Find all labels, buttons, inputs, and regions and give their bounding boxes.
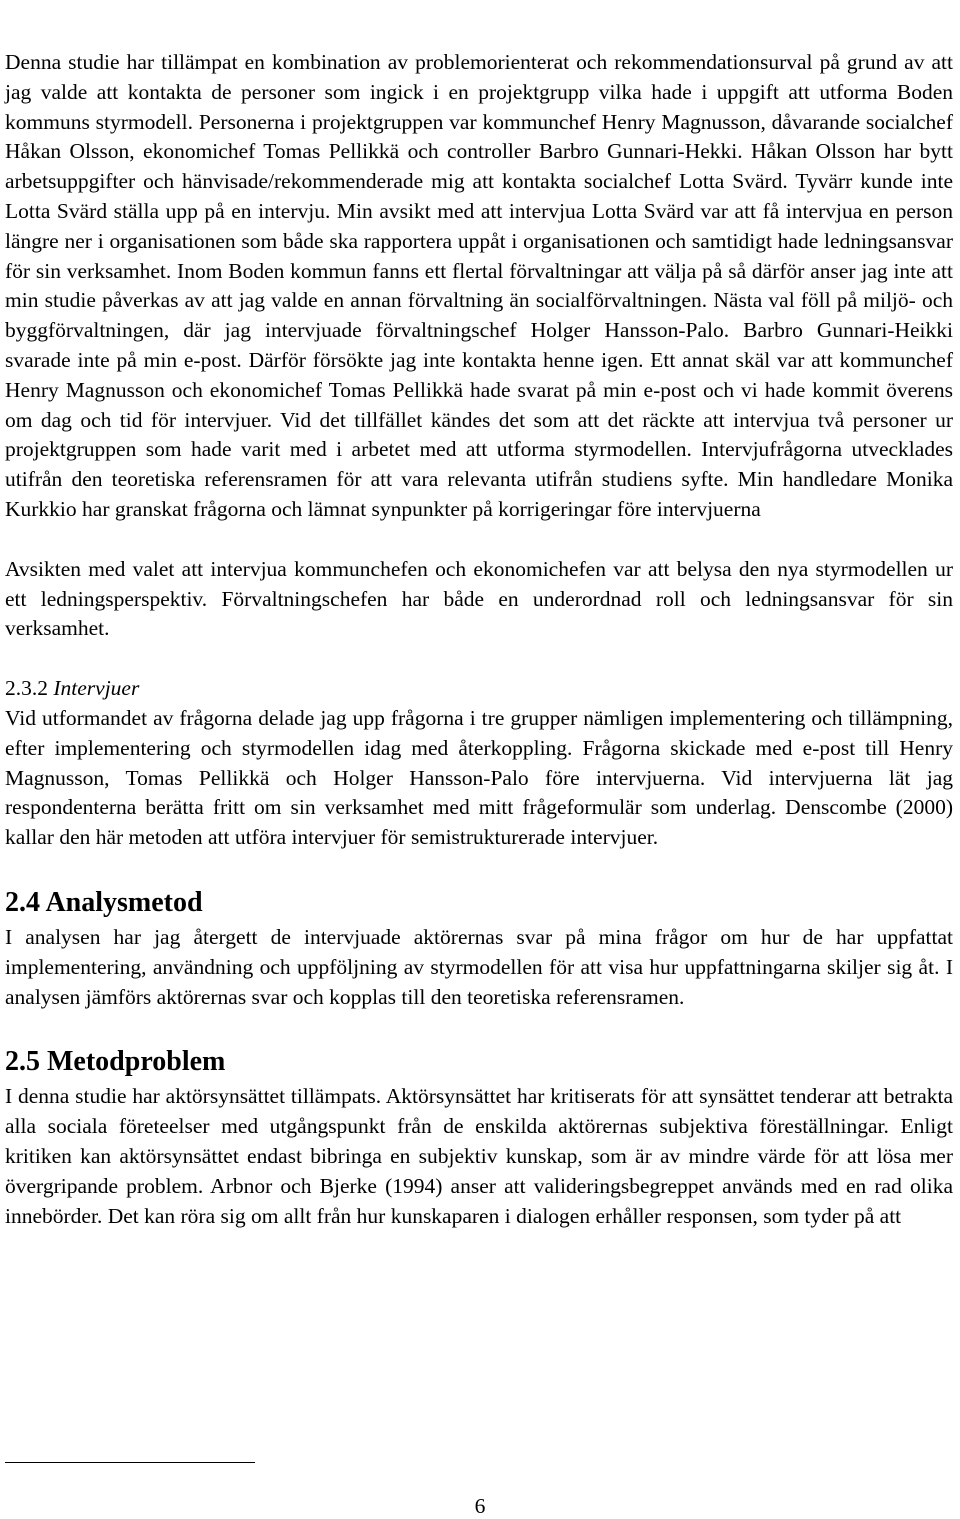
paragraph-interviews: Vid utformandet av frågorna delade jag upp frågorna i tre grupper nämligen implementering och tillämpning, efter implementering och styrmodellen idag med återkoppling. Frågorna skickade med e-post till Henry Magnusson, Tomas Pellikkä och Holger Hansson-Palo före intervjuerna. Vid intervjuerna lät jag respondenterna berätta fritt om sin verksamhet med mitt frågeformulär som underlag. Denscombe (2000) kallar den här metoden att utföra intervjuer för semistrukturerade intervjuer.: [5, 705, 953, 850]
page-number: 6: [474, 1494, 486, 1518]
heading-interviews-title: Intervjuer: [53, 676, 140, 701]
paragraph-analysis: I analysen har jag återgett de intervjuade aktörernas svar på mina frågor om hur de har uppfattat implementering, användning och uppföljning av styrmodellen för att visa hur uppfattningarna skiljer sig åt. I analysen jämförs aktörernas svar och kopplas till den teoretiska referensramen.: [5, 924, 953, 1009]
paragraph-intro: Denna studie har tillämpat en kombination av problemorienterat och rekommendationsurval på grund av att jag valde att kontakta de personer som ingick i en projektgrupp vilka hade i uppgift att utforma Boden kommuns styrmodell. Personerna i projektgruppen var kommunchef Henry Magnusson, dåvarande socialchef Håkan Olsson, ekonomichef Tomas Pellikkä och controller Barbro Gunnari-Hekki. Håkan Olsson har bytt arbetsuppgifter och hänvisade/rekommenderade mig att kontakta socialchef Lotta Svärd. Tyvärr kunde inte Lotta Svärd ställa upp på en intervju. Min avsikt med att intervjua Lotta Svärd var att få intervjua en person längre ner i organisationen som både ska rapportera uppåt i organisationen och samtidigt hade ledningsansvar för sin verksamhet. Inom Boden kommun fanns ett flertal förvaltningar att välja på så därför anser jag inte att min studie påverkas av att jag valde en annan förvaltning än socialförvaltningen. Nästa val föll på miljö- och byggförvaltningen, där jag intervjuade förvaltningschef Holger Hansson-Palo. Barbro Gunnari-Heikki svarade inte på min e-post. Därför försökte jag inte kontakta henne igen. Ett annat skäl var att kommunchef Henry Magnusson och ekonomichef Tomas Pellikkä hade svarat på min e-post och vi hade kommit överens om dag och tid för intervjuer. Vid det tillfället kändes det som att det räckte att intervjua två personer ur projektgruppen som hade varit med i arbetet med att utforma styrmodellen. Intervjufrågorna utvecklades utifrån den teoretiska referensramen för att vara relevanta utifrån studiens syfte. Min handledare Monika Kurkkio har granskat frågorna och lämnat synpunkter på korrigeringar före intervjuerna: [5, 50, 953, 521]
heading-interviews: [5, 674, 953, 704]
paragraph-spacer: [5, 853, 953, 883]
paragraph-spacer: [5, 1012, 953, 1042]
paragraph-purpose: Avsikten med valet att intervjua kommunchefen och ekonomichefen var att belysa den nya styrmodellen ur ett ledningsperspektiv. Förvaltningschefen har både en underordnad roll och ledningsansvar för sin verksamhet.: [5, 556, 953, 641]
heading-analysis: 2.4 Analysmetod: [5, 886, 203, 918]
footer-divider: [5, 1462, 255, 1463]
paragraph-spacer: [5, 525, 953, 555]
document-page: [5, 48, 953, 1231]
heading-problems: 2.5 Metodproblem: [5, 1046, 226, 1078]
paragraph-spacer: [5, 644, 953, 674]
paragraph-problems: I denna studie har aktörsynsättet tillämpats. Aktörsynsättet har kritiserats för att synsättet tenderar att betrakta alla sociala företeelser med utgångspunkt från de enskilda aktörernas subjektiva föreställningar. Enligt kritiken kan aktörsynsättet endast bibringa en subjektiv kunskap, som är av mindre värde för att lösa mer övergripande problem. Arbnor och Bjerke (1994) anser att valideringsbegreppet används med en rad olika innebörder. Det kan röra sig om allt från hur kunskaparen i dialogen erhåller responsen, som tyder på att: [5, 1084, 953, 1228]
heading-interviews-number: 2.3.2: [5, 676, 48, 701]
